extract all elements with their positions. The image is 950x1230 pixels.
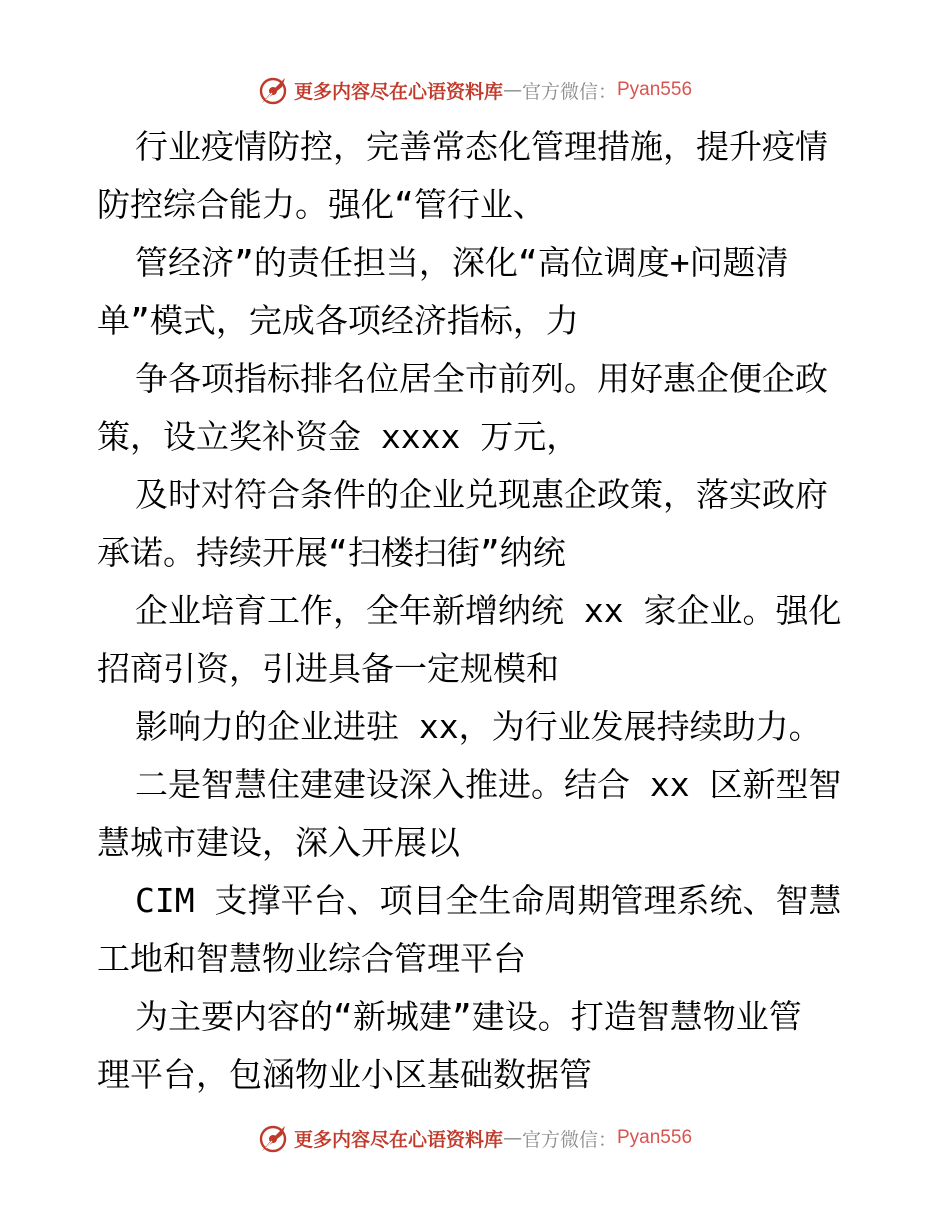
text-line: 行业疫情防控，完善常态化管理措施，提升疫情	[135, 127, 828, 166]
text-line: 招商引资，引进具备一定规模和	[97, 649, 559, 688]
header-site-text: 更多内容尽在心语资料库	[293, 80, 503, 103]
footer-banner	[0, 1118, 950, 1158]
footer-site-text: 更多内容尽在心语资料库	[293, 1128, 503, 1151]
feather-pen-logo-icon	[258, 1123, 288, 1153]
text-line: 防控综合能力。强化“管行业、	[97, 185, 546, 224]
text-line: 工地和智慧物业综合管理平台	[97, 939, 526, 978]
footer-wechat-id: Pyan556	[617, 1127, 693, 1148]
header-separator: —	[502, 79, 522, 101]
header-wechat-label: 官方微信：	[521, 80, 617, 103]
text-line: 慧城市建设，深入开展以	[97, 823, 460, 862]
text-line: 影响力的企业进驻 xx，为行业发展持续助力。	[135, 707, 822, 746]
feather-pen-logo-icon	[258, 75, 288, 105]
text-line: 争各项指标排名位居全市前列。用好惠企便企政	[135, 359, 828, 398]
text-line: 为主要内容的“新城建”建设。打造智慧物业管	[135, 997, 802, 1036]
header-wechat-id: Pyan556	[617, 79, 693, 100]
text-line: 管经济”的责任担当，深化“高位调度+问题清	[135, 243, 789, 282]
text-line: 理平台，包涵物业小区基础数据管	[97, 1055, 592, 1094]
footer-separator: —	[502, 1127, 522, 1149]
document-body	[97, 118, 857, 1104]
text-line: CIM 支撑平台、项目全生命周期管理系统、智慧	[135, 881, 842, 920]
text-line: 策，设立奖补资金 xxxx 万元，	[97, 417, 580, 456]
footer-wechat-label: 官方微信：	[521, 1128, 617, 1151]
text-line: 单”模式，完成各项经济指标，力	[97, 301, 579, 340]
text-line: 承诺。持续开展“扫楼扫街”纳统	[97, 533, 566, 572]
header-banner	[0, 70, 950, 110]
text-line: 及时对符合条件的企业兑现惠企政策，落实政府	[135, 475, 828, 514]
text-line: 二是智慧住建建设深入推进。结合 xx 区新型智	[135, 765, 842, 804]
text-line: 企业培育工作，全年新增纳统 xx 家企业。强化	[135, 591, 842, 630]
